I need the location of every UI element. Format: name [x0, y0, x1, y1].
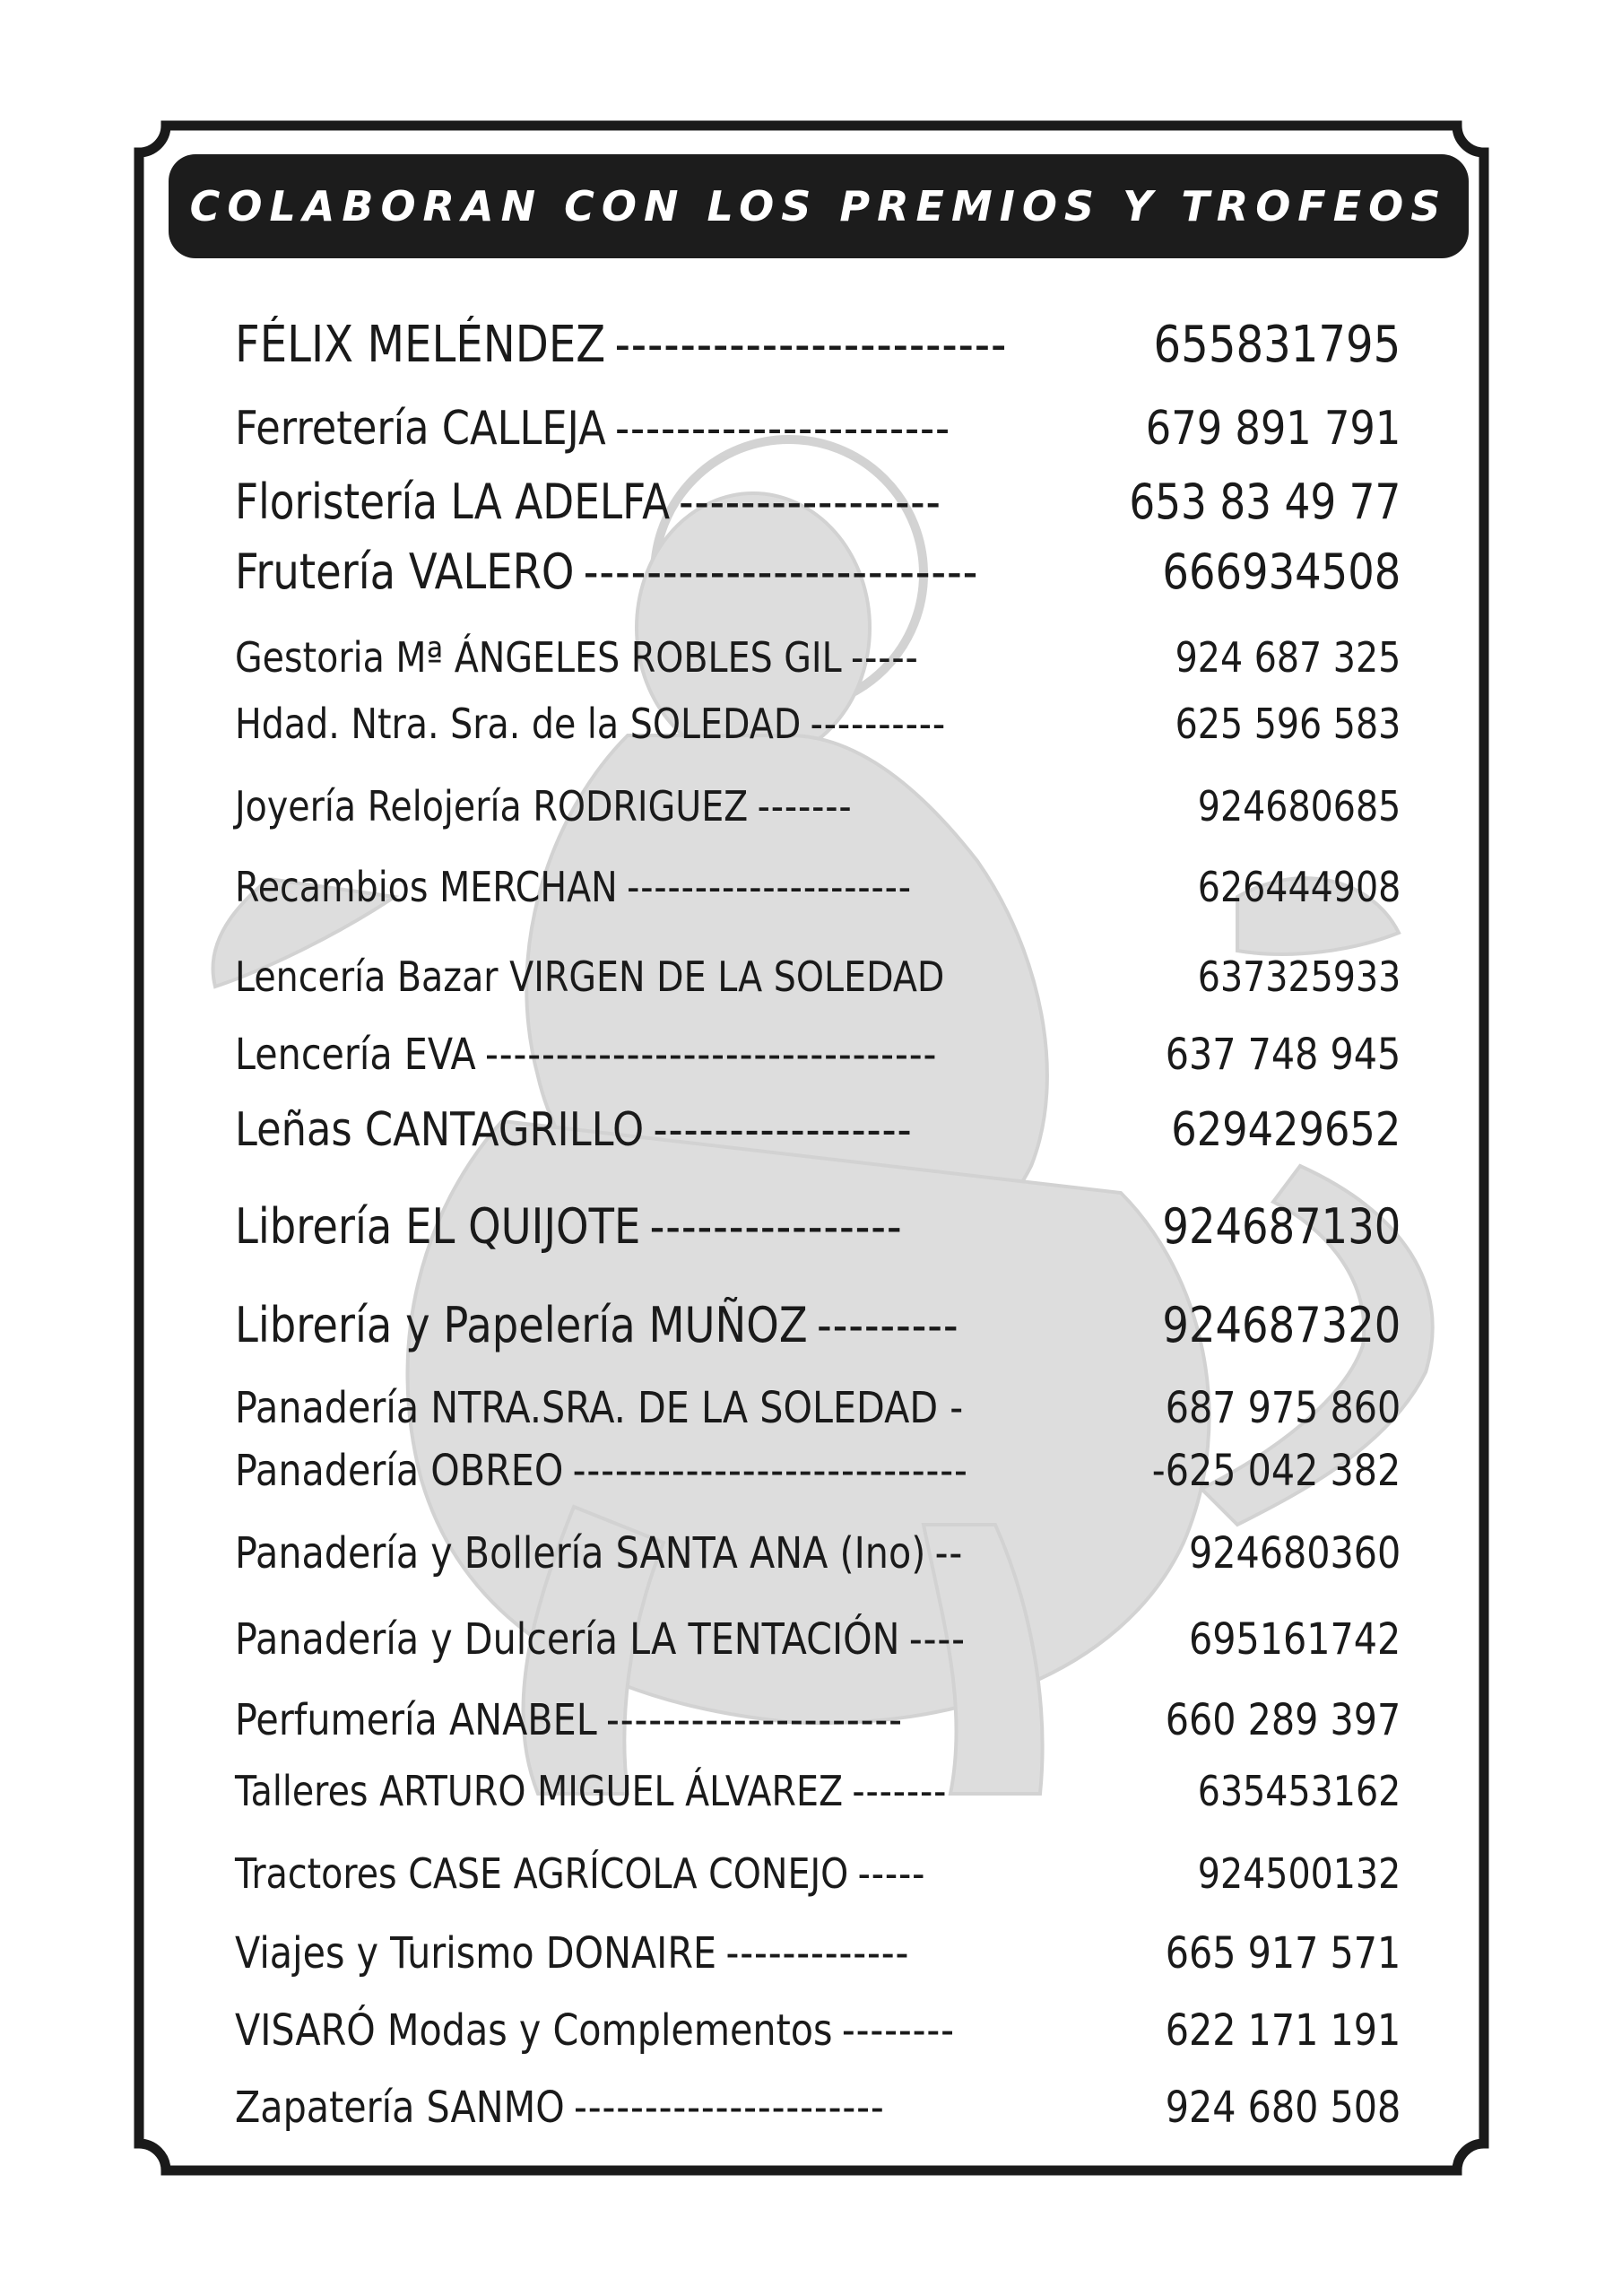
sponsor-name: Panadería y Bollería SANTA ANA (Ino): [235, 1528, 926, 1578]
sponsor-phone: 666934508: [1162, 544, 1401, 600]
sponsor-phone: 924680360: [1188, 1528, 1401, 1578]
sponsor-phone: 924687320: [1162, 1297, 1401, 1353]
sponsor-phone: -625 042 382: [1151, 1446, 1401, 1496]
dash-leader: --------: [841, 2005, 955, 2056]
sponsor-phone: 924680685: [1197, 782, 1401, 831]
dash-leader: ----: [908, 1614, 966, 1665]
sponsor-name: Hdad. Ntra. Sra. de la SOLEDAD: [235, 700, 802, 748]
sponsor-name: Librería EL QUIJOTE: [235, 1198, 641, 1255]
sponsor-phone: 924 680 508: [1165, 2083, 1401, 2133]
dash-leader: --------------------------------: [485, 1030, 938, 1080]
sponsor-phone: 626444908: [1197, 863, 1401, 911]
sponsor-phone: 695161742: [1188, 1614, 1401, 1665]
sponsor-entry: [235, 1103, 1401, 1157]
dash-leader: --: [934, 1528, 964, 1578]
sponsor-entry: [235, 1695, 1401, 1745]
dash-leader: ----------: [810, 700, 946, 748]
sponsor-phone: 653 83 49 77: [1129, 474, 1401, 530]
dash-leader: -------------------------: [583, 544, 979, 600]
sponsor-name: VISARÓ Modas y Complementos: [235, 2005, 833, 2056]
sponsor-entry: [235, 474, 1401, 530]
sponsor-phone: 637 748 945: [1165, 1030, 1401, 1080]
sponsor-phone: 655831795: [1153, 316, 1401, 374]
sponsor-entry: [235, 1614, 1401, 1665]
dash-leader: -------------: [725, 1928, 910, 1979]
sponsor-entry: [235, 1383, 1401, 1433]
sponsor-name: Gestoria Mª ÁNGELES ROBLES GIL: [235, 633, 842, 682]
dash-leader: ----------------------: [574, 2083, 885, 2133]
dash-leader: ---------------------: [627, 863, 912, 911]
dash-leader: ---------------------: [606, 1695, 903, 1745]
sponsor-entry: [235, 1928, 1401, 1979]
sponsor-name: Talleres ARTURO MIGUEL ÁLVAREZ: [235, 1767, 844, 1815]
sponsor-phone: 924687130: [1162, 1198, 1401, 1255]
sponsor-entry: [235, 1297, 1401, 1353]
sponsor-name: Viajes y Turismo DONAIRE: [235, 1928, 717, 1979]
sponsor-name: Panadería NTRA.SRA. DE LA SOLEDAD -: [235, 1383, 964, 1433]
sponsor-phone: 637325933: [1197, 952, 1401, 1001]
dash-leader: ------------------------: [614, 316, 1008, 374]
sponsor-entry: [235, 1446, 1401, 1496]
sponsor-entry: [235, 1030, 1401, 1080]
sponsor-name: Recambios MERCHAN: [235, 863, 618, 911]
sponsor-entry: [235, 316, 1401, 374]
sponsor-phone: 660 289 397: [1165, 1695, 1401, 1745]
sponsor-name: Tractores CASE AGRÍCOLA CONEJO: [235, 1849, 849, 1898]
sponsor-phone: 924 687 325: [1175, 633, 1401, 682]
sponsor-name: Floristería LA ADELFA: [235, 474, 671, 530]
sponsor-entry: [235, 1528, 1401, 1578]
dash-leader: -------: [757, 782, 853, 831]
sponsor-name: Frutería VALERO: [235, 544, 575, 600]
sponsor-entry: [235, 1767, 1401, 1815]
sponsor-entry: [235, 2083, 1401, 2133]
dash-leader: ----------------------------: [572, 1446, 968, 1496]
sponsor-name: Lencería EVA: [235, 1030, 476, 1080]
sponsor-phone: 687 975 860: [1165, 1383, 1401, 1433]
sponsor-entry: [235, 1849, 1401, 1898]
dash-leader: ---------: [816, 1297, 959, 1353]
sponsor-name: Panadería y Dulcería LA TENTACIÓN: [235, 1614, 900, 1665]
sponsor-name: FÉLIX MELÉNDEZ: [235, 316, 606, 374]
sponsor-entry: [235, 633, 1401, 682]
sponsor-entry: [235, 544, 1401, 600]
header-banner: [169, 154, 1469, 258]
sponsor-entry: [235, 952, 1401, 1001]
dash-leader: -----------------: [679, 474, 941, 530]
sponsor-name: Ferretería CALLEJA: [235, 402, 606, 456]
sponsor-entry: [235, 402, 1401, 456]
sponsor-phone: 629429652: [1171, 1103, 1401, 1157]
sponsor-entry: [235, 700, 1401, 748]
sponsor-phone: 635453162: [1197, 1767, 1401, 1815]
sponsor-phone: 625 596 583: [1175, 700, 1401, 748]
dash-leader: -----: [857, 1849, 926, 1898]
sponsor-phone: 679 891 791: [1145, 402, 1401, 456]
dash-leader: -----------------: [653, 1103, 913, 1157]
dash-leader: -----: [850, 633, 919, 682]
sponsor-name: Leñas CANTAGRILLO: [235, 1103, 645, 1157]
sponsor-entry: [235, 2005, 1401, 2056]
sponsor-entry: [235, 782, 1401, 831]
page-title: COLABORAN CON LOS PREMIOS Y TROFEOS: [189, 182, 1448, 230]
sponsor-name: Lencería Bazar VIRGEN DE LA SOLEDAD: [235, 952, 945, 1001]
sponsor-phone: 622 171 191: [1165, 2005, 1401, 2056]
sponsor-name: Perfumería ANABEL: [235, 1695, 597, 1745]
sponsor-name: Panadería OBREO: [235, 1446, 564, 1496]
sponsor-entry: [235, 863, 1401, 911]
dash-leader: -------: [852, 1767, 948, 1815]
sponsor-entry: [235, 1198, 1401, 1255]
dash-leader: ----------------------: [615, 402, 950, 456]
sponsor-name: Librería y Papelería MUÑOZ: [235, 1297, 808, 1353]
dash-leader: ----------------: [649, 1198, 903, 1255]
sponsor-phone: 924500132: [1197, 1849, 1401, 1898]
sponsor-name: Zapatería SANMO: [235, 2083, 565, 2133]
sponsor-name: Joyería Relojería RODRIGUEZ: [235, 782, 749, 831]
sponsor-phone: 665 917 571: [1165, 1928, 1401, 1979]
